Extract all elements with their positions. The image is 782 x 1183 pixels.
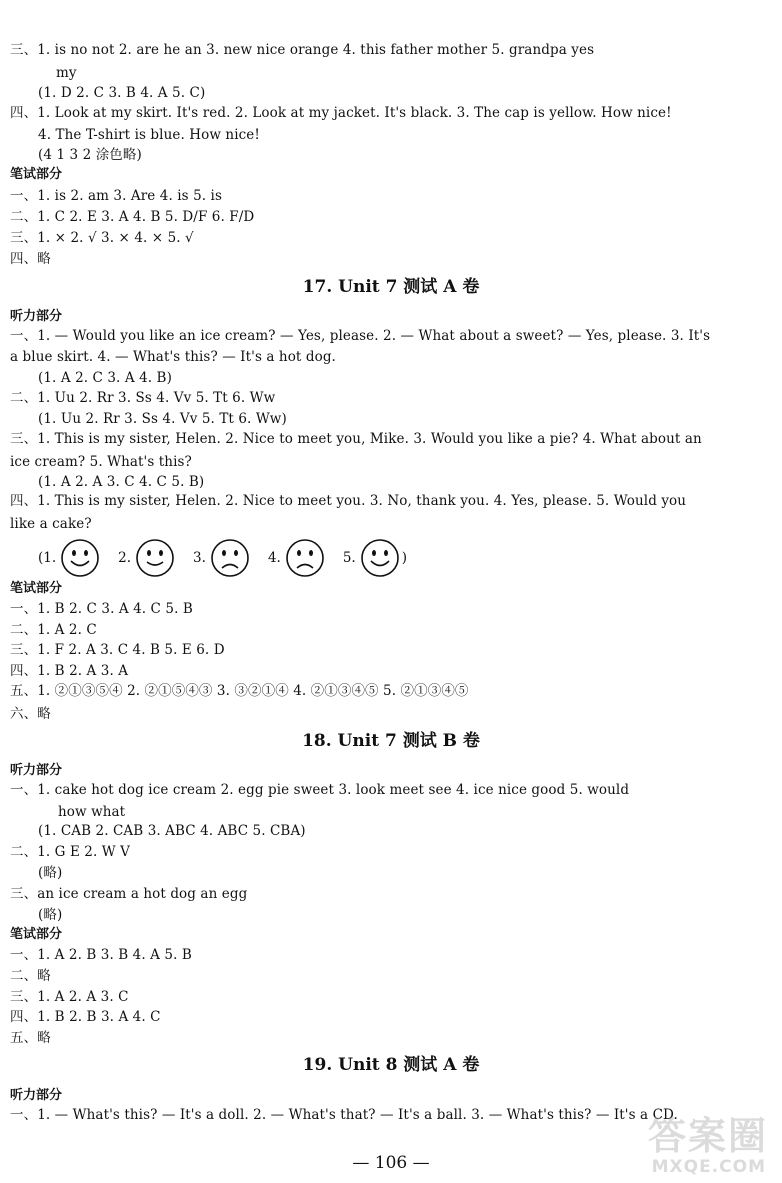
- smiley-face-icon: [60, 538, 100, 578]
- answer-line: 五、1. ②①③⑤④ 2. ②①⑤④③ 3. ③②①④ 4. ②①③④⑤ 5. ②①③④⑤: [10, 683, 469, 699]
- answer-line: (略): [38, 865, 63, 881]
- answer-line: a blue skirt. 4. — What's this? — It's a hot dog.: [10, 349, 336, 365]
- answer-line: 五、略: [10, 1030, 51, 1046]
- answer-line: (1. D 2. C 3. B 4. A 5. C): [38, 85, 206, 101]
- answer-line: 四、1. Look at my skirt. It's red. 2. Look at my jacket. It's black. 3. The cap is yellow. How nice!: [10, 105, 672, 121]
- answer-line: 三、an ice cream a hot dog an egg: [10, 886, 248, 902]
- answer-line: (1. CAB 2. CAB 3. ABC 4. ABC 5. CBA): [38, 823, 306, 839]
- face-label: ): [401, 550, 407, 566]
- answer-line: 二、1. A 2. C: [10, 622, 97, 638]
- answer-line: 一、1. — What's this? — It's a doll. 2. — What's that? — It's a ball. 3. — What's this? — It's a CD.: [10, 1107, 678, 1123]
- watermark-logo: 答案圈: [647, 1114, 768, 1158]
- answer-line: 三、1. × 2. √ 3. × 4. × 5. √: [10, 230, 194, 246]
- answer-line: 二、1. C 2. E 3. A 4. B 5. D/F 6. F/D: [10, 209, 255, 225]
- answer-line: how what: [58, 804, 126, 820]
- answer-line: 二、略: [10, 968, 51, 984]
- section-heading: 笔试部分: [10, 167, 63, 182]
- answer-line: (1. A 2. C 3. A 4. B): [38, 370, 172, 386]
- answer-line: 一、1. cake hot dog ice cream 2. egg pie sweet 3. look meet see 4. ice nice good 5. would: [10, 782, 630, 798]
- unit-title: 19. Unit 8 测试 A 卷: [302, 1055, 480, 1075]
- face-label: 2.: [118, 550, 132, 566]
- section-heading: 听力部分: [10, 763, 63, 778]
- answer-line: (4 1 3 2 涂色略): [38, 147, 142, 163]
- answer-line: 4. The T-shirt is blue. How nice!: [38, 127, 260, 143]
- answer-line: 三、1. F 2. A 3. C 4. B 5. E 6. D: [10, 642, 225, 658]
- section-heading: 听力部分: [10, 1088, 63, 1103]
- answer-line: 四、1. This is my sister, Helen. 2. Nice to meet you. 3. No, thank you. 4. Yes, please. 5. Would you: [10, 493, 687, 509]
- answer-line: 三、1. This is my sister, Helen. 2. Nice to meet you, Mike. 3. Would you like a pie? 4. What about an: [10, 431, 702, 447]
- answer-line: 二、1. G E 2. W V: [10, 844, 130, 860]
- answer-line: 一、1. B 2. C 3. A 4. C 5. B: [10, 601, 193, 617]
- answer-line: my: [56, 65, 77, 81]
- face-label: (1.: [38, 550, 57, 566]
- answer-line: like a cake?: [10, 516, 92, 532]
- answer-line: 一、1. — Would you like an ice cream? — Yes, please. 2. — What about a sweet? — Yes, please. 3. It's: [10, 328, 711, 344]
- answer-line: 二、1. Uu 2. Rr 3. Ss 4. Vv 5. Tt 6. Ww: [10, 390, 276, 406]
- unit-title: 17. Unit 7 测试 A 卷: [302, 277, 480, 297]
- face-label: 3.: [193, 550, 206, 566]
- smiley-face-icon: [135, 538, 175, 578]
- face-label: 5.: [342, 550, 356, 566]
- face-label: 4.: [267, 550, 281, 566]
- section-heading: 笔试部分: [10, 927, 63, 942]
- answer-line: 六、略: [10, 706, 51, 722]
- watermark: [626, 1099, 776, 1179]
- smiley-face-icon: [360, 538, 400, 578]
- answer-line: 三、1. is no not 2. are he an 3. new nice orange 4. this father mother 5. grandpa yes: [10, 42, 595, 58]
- answer-line: (1. Uu 2. Rr 3. Ss 4. Vv 5. Tt 6. Ww): [38, 411, 287, 427]
- answer-line: 一、1. is 2. am 3. Are 4. is 5. is: [10, 188, 223, 204]
- face-answers: [38, 538, 411, 578]
- section-heading: 笔试部分: [10, 581, 63, 596]
- answer-line: 一、1. A 2. B 3. B 4. A 5. B: [10, 947, 192, 963]
- answer-line: ice cream? 5. What's this?: [10, 454, 192, 470]
- answer-line: 四、略: [10, 251, 51, 267]
- section-heading: 听力部分: [10, 309, 63, 324]
- sad-face-icon: [285, 538, 325, 578]
- answer-line: 四、1. B 2. B 3. A 4. C: [10, 1009, 161, 1025]
- page-number: — 106 —: [352, 1153, 430, 1173]
- answer-line: 三、1. A 2. A 3. C: [10, 989, 129, 1005]
- answer-line: (1. A 2. A 3. C 4. C 5. B): [38, 474, 205, 490]
- answer-line: 四、1. B 2. A 3. A: [10, 663, 129, 679]
- watermark-url: MXQE.COM: [651, 1157, 766, 1177]
- answer-line: (略): [38, 907, 63, 923]
- sad-face-icon: [210, 538, 250, 578]
- unit-title: 18. Unit 7 测试 B 卷: [302, 731, 480, 751]
